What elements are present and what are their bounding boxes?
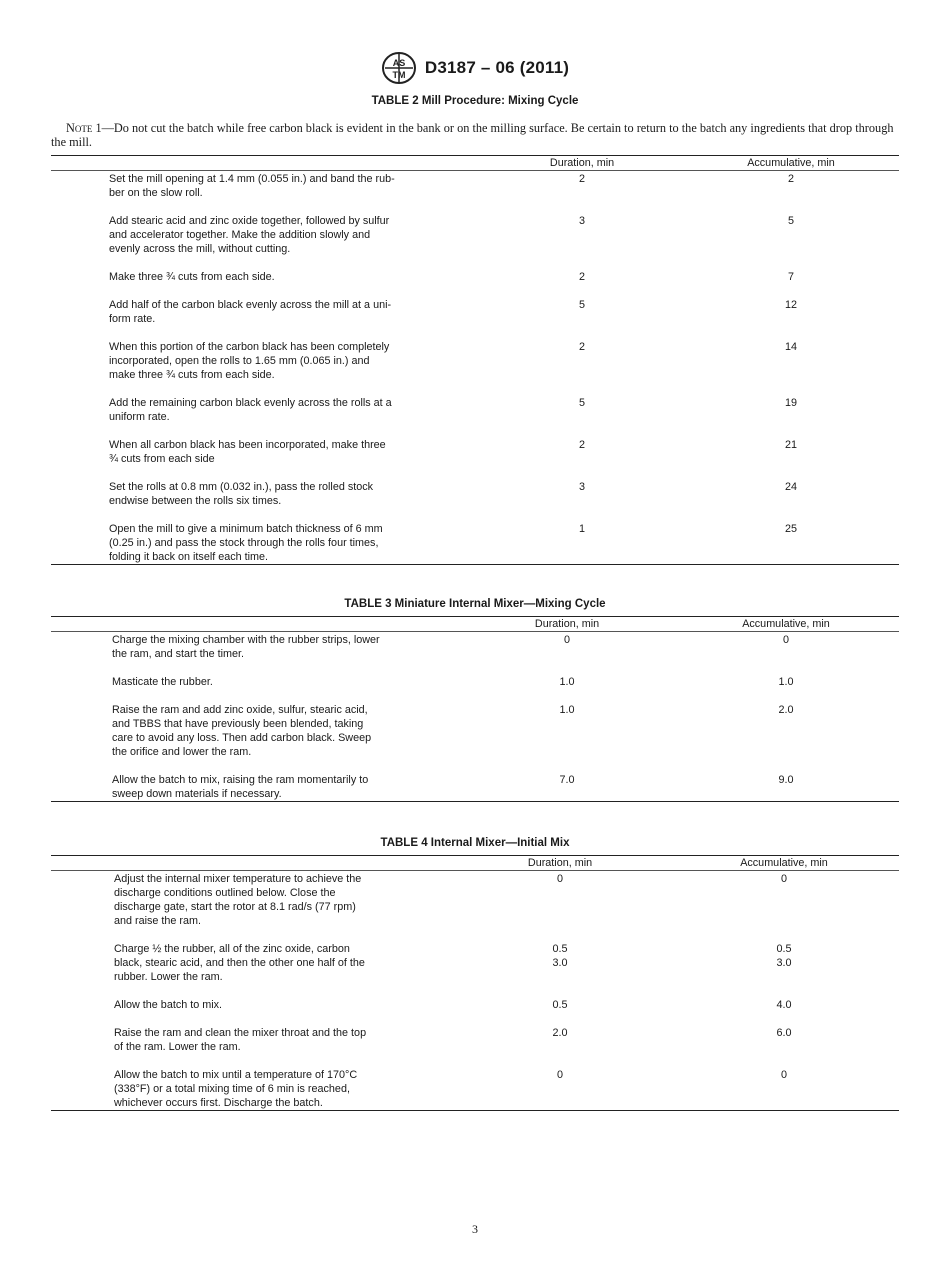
accumulative-cell <box>741 438 841 452</box>
accumulative-value: 4.0 <box>776 999 792 1011</box>
step-line: When all carbon black has been incorporated, make three <box>109 439 386 451</box>
duration-cell <box>510 872 610 886</box>
duration-cell <box>532 480 632 494</box>
table-row <box>51 773 899 801</box>
accumulative-value: 2.0 <box>778 704 794 716</box>
step-description <box>109 438 386 466</box>
step-line: Raise the ram and clean the mixer throat and the top <box>114 1027 367 1039</box>
step-line: Add stearic acid and zinc oxide together, followed by sulfur <box>109 215 390 227</box>
duration-value: 1 <box>578 523 585 535</box>
step-description <box>114 998 222 1012</box>
step-description <box>109 270 275 284</box>
table4-header <box>51 856 899 871</box>
step-line: Set the mill opening at 1.4 mm (0.055 in.) and band the rub- <box>109 173 395 185</box>
step-line: Adjust the internal mixer temperature to achieve the <box>114 873 362 885</box>
step-line: (0.25 in.) and pass the stock through the rolls four times, <box>109 537 379 549</box>
accumulative-cell <box>741 340 841 354</box>
step-line: incorporated, open the rolls to 1.65 mm (0.065 in.) and <box>109 355 370 367</box>
duration-value: 0 <box>556 873 563 885</box>
table-row <box>51 270 899 298</box>
step-line: Open the mill to give a minimum batch thickness of 6 mm <box>109 523 383 535</box>
accumulative-cell <box>736 675 836 689</box>
accumulative-value: 5 <box>787 215 794 227</box>
accumulative-value: 0 <box>780 873 787 885</box>
table3-title: TABLE 3 Miniature Internal Mixer—Mixing Cycle <box>344 598 606 610</box>
accumulative-value: 25 <box>784 523 797 535</box>
table2-title: TABLE 2 Mill Procedure: Mixing Cycle <box>371 95 579 107</box>
astm-logo-icon <box>381 51 417 85</box>
accumulative-value: 0 <box>780 1069 787 1081</box>
table-row <box>51 1068 899 1110</box>
step-line: and accelerator together. Make the addition slowly and <box>109 229 371 241</box>
accumulative-cell <box>741 396 841 410</box>
accumulative-cell <box>741 522 841 536</box>
step-line: Raise the ram and add zinc oxide, sulfur, stearic acid, <box>112 704 368 716</box>
accumulative-value: 14 <box>784 341 797 353</box>
duration-value: 3 <box>578 481 585 493</box>
step-line: Set the rolls at 0.8 mm (0.032 in.), pass the rolled stock <box>109 481 374 493</box>
step-line: folding it back on itself each time. <box>109 551 269 563</box>
table-row <box>51 633 899 675</box>
duration-cell <box>532 172 632 186</box>
step-description <box>114 1068 357 1110</box>
duration-value: 3 <box>578 215 585 227</box>
table-row <box>51 298 899 340</box>
page-number: 3 <box>472 1222 478 1236</box>
accumulative-value: 24 <box>784 481 797 493</box>
table3-header <box>51 617 899 632</box>
accumulative-cell <box>734 998 834 1012</box>
accumulative-cell <box>736 633 836 647</box>
table2-col-duration: Duration, min <box>549 157 615 169</box>
step-line: ¾ cuts from each side <box>109 453 215 465</box>
duration-value: 0 <box>556 1069 563 1081</box>
step-description <box>109 214 389 256</box>
step-line: rubber. Lower the ram. <box>114 971 223 983</box>
accumulative-cell <box>741 172 841 186</box>
svg-text:TM: TM <box>392 70 406 80</box>
table-row <box>51 438 899 480</box>
step-description <box>112 773 368 801</box>
step-line: Make three ¾ cuts from each side. <box>109 271 275 283</box>
table2 <box>51 155 899 565</box>
step-line: (338°F) or a total mixing time of 6 min is reached, <box>114 1083 350 1095</box>
step-description <box>112 675 213 689</box>
duration-cell <box>510 1026 610 1040</box>
duration-value: 0.5 <box>552 943 568 955</box>
duration-cell <box>517 675 617 689</box>
accumulative-cell <box>741 270 841 284</box>
step-line: Allow the batch to mix, raising the ram momentarily to <box>112 774 369 786</box>
duration-cell <box>532 340 632 354</box>
step-line: Allow the batch to mix until a temperature of 170°C <box>114 1069 358 1081</box>
step-description <box>114 872 361 928</box>
table-row <box>51 340 899 396</box>
accumulative-value: 12 <box>784 299 797 311</box>
table3-col-accum: Accumulative, min <box>742 618 830 630</box>
step-line: form rate. <box>109 313 156 325</box>
accumulative-cell <box>734 942 834 970</box>
step-description <box>112 703 371 759</box>
accumulative-value: 0.5 <box>776 943 792 955</box>
duration-value: 0.5 <box>552 999 568 1011</box>
step-description <box>114 942 365 984</box>
step-line: Allow the batch to mix. <box>114 999 223 1011</box>
table2-note <box>51 121 901 149</box>
step-line: Charge ½ the rubber, all of the zinc oxide, carbon <box>114 943 350 955</box>
duration-value: 5 <box>578 397 585 409</box>
step-description <box>109 522 383 564</box>
accumulative-cell <box>741 298 841 312</box>
table3-col-duration: Duration, min <box>534 618 600 630</box>
step-line: Charge the mixing chamber with the rubber strips, lower <box>112 634 380 646</box>
step-description <box>112 633 380 661</box>
duration-cell <box>532 298 632 312</box>
step-line: and raise the ram. <box>114 915 202 927</box>
table-row <box>51 480 899 522</box>
duration-cell <box>510 1068 610 1082</box>
step-description <box>109 298 391 326</box>
accumulative-value: 2 <box>787 173 794 185</box>
step-line: evenly across the mill, without cutting. <box>109 243 291 255</box>
table4 <box>51 855 899 1111</box>
step-line: black, stearic acid, and then the other one half of the <box>114 957 365 969</box>
duration-cell <box>532 396 632 410</box>
step-description <box>109 172 395 200</box>
table-row <box>51 675 899 703</box>
table3 <box>51 616 899 802</box>
accumulative-value: 6.0 <box>776 1027 792 1039</box>
duration-cell <box>532 438 632 452</box>
page-header <box>0 51 950 85</box>
table2-header <box>51 156 899 171</box>
table-row <box>51 703 899 773</box>
duration-cell <box>510 998 610 1012</box>
table-row <box>51 998 899 1026</box>
step-line: uniform rate. <box>109 411 170 423</box>
duration-cell <box>532 522 632 536</box>
accumulative-value: 3.0 <box>776 957 792 969</box>
step-line: When this portion of the carbon black has been completely <box>109 341 390 353</box>
table-row <box>51 214 899 270</box>
step-line: endwise between the rolls six times. <box>109 495 282 507</box>
duration-value: 0 <box>563 634 570 646</box>
step-line: of the ram. Lower the ram. <box>114 1041 241 1053</box>
table4-col-accum: Accumulative, min <box>740 857 828 869</box>
step-line: sweep down materials if necessary. <box>112 788 282 800</box>
duration-value: 3.0 <box>552 957 568 969</box>
step-line: ber on the slow roll. <box>109 187 203 199</box>
duration-value: 2 <box>578 173 585 185</box>
accumulative-cell <box>736 703 836 717</box>
table4-title: TABLE 4 Internal Mixer—Initial Mix <box>380 837 570 849</box>
accumulative-value: 21 <box>784 439 797 451</box>
duration-cell <box>517 773 617 787</box>
step-line: Add the remaining carbon black evenly across the rolls at a <box>109 397 392 409</box>
accumulative-value: 19 <box>784 397 797 409</box>
table-row <box>51 942 899 998</box>
step-line: Masticate the rubber. <box>112 676 213 688</box>
table-row <box>51 1026 899 1068</box>
step-line: the orifice and lower the ram. <box>112 746 252 758</box>
step-description <box>109 480 373 508</box>
accumulative-value: 7 <box>787 271 794 283</box>
table-row <box>51 522 899 564</box>
svg-text:AS: AS <box>392 58 406 68</box>
step-line: the ram, and start the timer. <box>112 648 245 660</box>
step-line: care to avoid any loss. Then add carbon black. Sweep <box>112 732 372 744</box>
step-line: discharge conditions outlined below. Close the <box>114 887 336 899</box>
duration-cell <box>532 214 632 228</box>
step-line: Add half of the carbon black evenly across the mill at a uni- <box>109 299 392 311</box>
step-description <box>109 340 389 382</box>
accumulative-value: 0 <box>782 634 789 646</box>
duration-value: 1.0 <box>559 704 575 716</box>
duration-cell <box>517 703 617 717</box>
accumulative-cell <box>741 214 841 228</box>
duration-value: 1.0 <box>559 676 575 688</box>
document-id: D3187 – 06 (2011) <box>424 58 570 77</box>
table-row <box>51 872 899 942</box>
step-description <box>109 396 392 424</box>
duration-value: 2 <box>578 439 585 451</box>
duration-cell <box>510 942 610 970</box>
duration-value: 2 <box>578 271 585 283</box>
table4-col-duration: Duration, min <box>527 857 593 869</box>
accumulative-cell <box>734 1026 834 1040</box>
duration-value: 2 <box>578 341 585 353</box>
duration-value: 7.0 <box>559 774 575 786</box>
step-description <box>114 1026 366 1054</box>
duration-cell <box>532 270 632 284</box>
step-line: and TBBS that have previously been blended, taking <box>112 718 364 730</box>
table-row <box>51 396 899 438</box>
step-line: whichever occurs first. Discharge the batch. <box>114 1097 323 1109</box>
accumulative-value: 1.0 <box>778 676 794 688</box>
accumulative-cell <box>734 872 834 886</box>
step-line: discharge gate, start the rotor at 8.1 rad/s (77 rpm) <box>114 901 356 913</box>
note-label: Note 1 <box>66 121 102 135</box>
duration-cell <box>517 633 617 647</box>
accumulative-cell <box>734 1068 834 1082</box>
step-line: make three ¾ cuts from each side. <box>109 369 275 381</box>
duration-value: 5 <box>578 299 585 311</box>
duration-value: 2.0 <box>552 1027 568 1039</box>
accumulative-cell <box>736 773 836 787</box>
accumulative-cell <box>741 480 841 494</box>
table-row <box>51 172 899 214</box>
note-text: —Do not cut the batch while free carbon black is evident in the bank or on the milling surface. Be certain to return to the batch any ingredients that drop through the mill. <box>51 121 894 149</box>
table2-col-accum: Accumulative, min <box>747 157 835 169</box>
accumulative-value: 9.0 <box>778 774 794 786</box>
